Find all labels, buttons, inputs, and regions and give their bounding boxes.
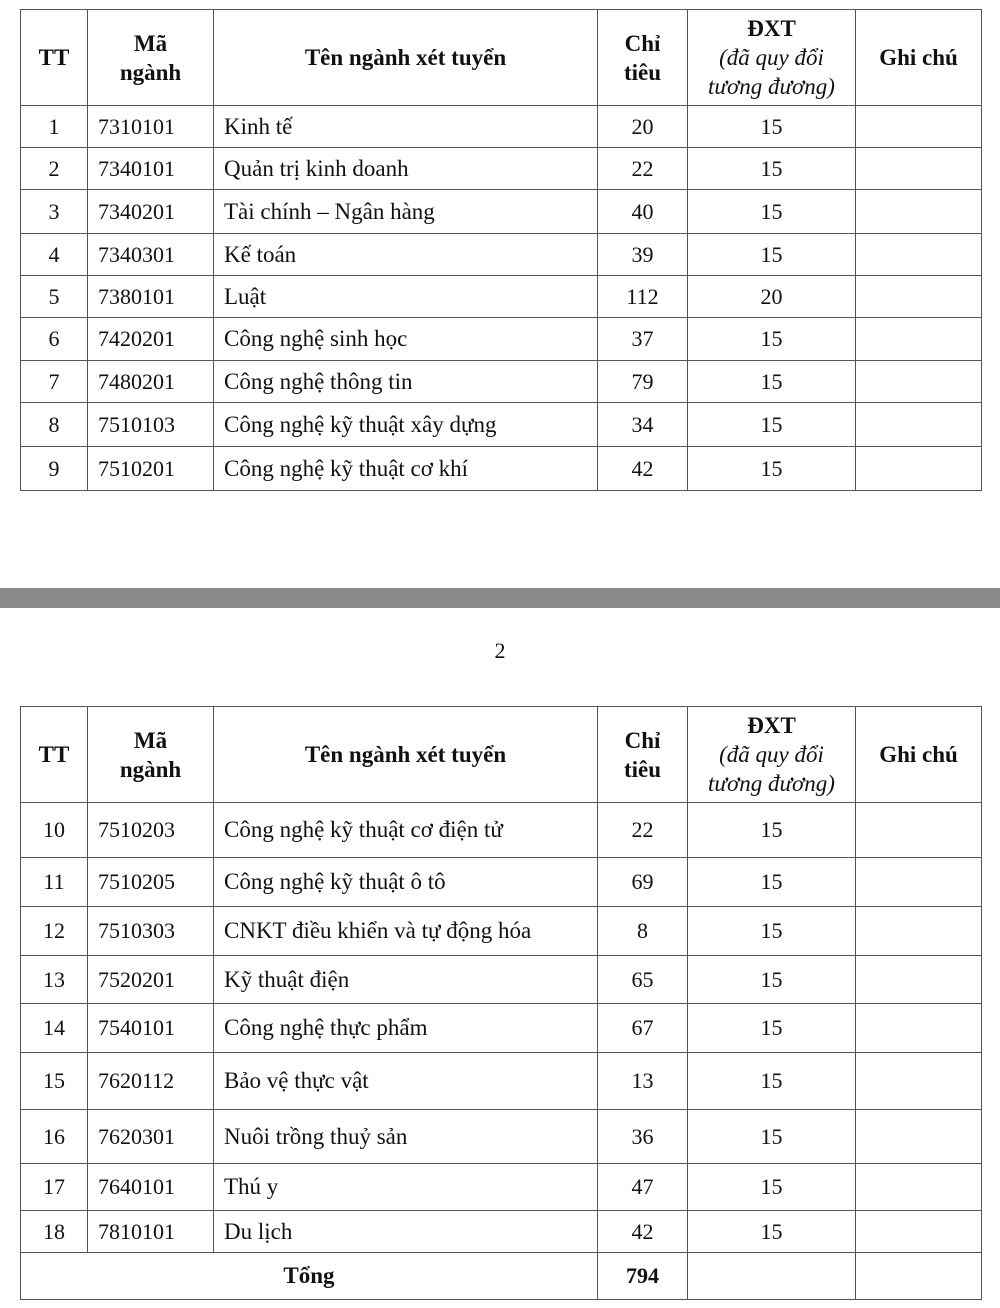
page-number: 2 <box>494 638 506 663</box>
cell-ten-nganh: Công nghệ thực phẩm <box>214 1004 598 1053</box>
cell-dxt: 15 <box>688 361 856 403</box>
header-tt: TT <box>21 707 88 803</box>
header-dxt-line2: (đã quy đổi <box>719 742 824 767</box>
cell-ten-nganh: Công nghệ kỹ thuật cơ khí <box>214 447 598 491</box>
cell-chi-tieu: 39 <box>598 234 688 276</box>
cell-tt: 17 <box>21 1164 88 1211</box>
table-row <box>21 403 982 447</box>
cell-ten-nganh: Công nghệ sinh học <box>214 318 598 361</box>
table-row <box>21 1110 982 1164</box>
cell-ten-nganh: Công nghệ thông tin <box>214 361 598 403</box>
header-ma-line2: ngành <box>119 59 182 85</box>
cell-ma-nganh: 7510303 <box>88 907 214 956</box>
cell-chi-tieu: 47 <box>598 1164 688 1211</box>
admission-table-page-2 <box>20 706 982 1300</box>
cell-ma-nganh: 7510103 <box>88 403 214 447</box>
cell-tt: 7 <box>21 361 88 403</box>
table-row <box>21 907 982 956</box>
page-separator <box>0 588 1000 608</box>
table-row <box>21 318 982 361</box>
cell-dxt: 15 <box>688 1053 856 1110</box>
table-header-row <box>21 10 982 106</box>
table-row <box>21 1004 982 1053</box>
cell-ten-nganh: Công nghệ kỹ thuật cơ điện tử <box>214 803 598 858</box>
cell-ten-nganh: Công nghệ kỹ thuật xây dựng <box>214 403 598 447</box>
cell-ten-nganh: Bảo vệ thực vật <box>214 1053 598 1110</box>
cell-ma-nganh: 7620112 <box>88 1053 214 1110</box>
table-row <box>21 956 982 1004</box>
header-ma-nganh <box>88 707 214 803</box>
table-row <box>21 803 982 858</box>
cell-dxt: 15 <box>688 447 856 491</box>
cell-chi-tieu: 13 <box>598 1053 688 1110</box>
cell-ma-nganh: 7510203 <box>88 803 214 858</box>
cell-ten-nganh: Nuôi trồng thuỷ sản <box>214 1110 598 1164</box>
cell-chi-tieu: 8 <box>598 907 688 956</box>
cell-ten-nganh: Tài chính – Ngân hàng <box>214 190 598 234</box>
table-row <box>21 1053 982 1110</box>
cell-ma-nganh: 7510201 <box>88 447 214 491</box>
table-body <box>21 803 982 1253</box>
header-dxt-line3: tương đương) <box>708 771 835 796</box>
cell-tt: 1 <box>21 106 88 148</box>
cell-chi-tieu: 40 <box>598 190 688 234</box>
header-chi-tieu <box>598 10 688 106</box>
cell-dxt: 15 <box>688 234 856 276</box>
cell-ghi-chu <box>856 956 982 1004</box>
cell-chi-tieu: 42 <box>598 447 688 491</box>
header-ma-line2: ngành <box>119 756 182 782</box>
cell-ghi-chu <box>856 1110 982 1164</box>
cell-ghi-chu <box>856 234 982 276</box>
header-dxt-line1: ĐXT <box>747 16 796 41</box>
header-chi-line2: tiêu <box>623 756 662 782</box>
cell-ten-nganh: Kinh tế <box>214 106 598 148</box>
table-row <box>21 361 982 403</box>
cell-dxt: 15 <box>688 190 856 234</box>
total-dxt-cell <box>688 1253 856 1300</box>
cell-tt: 3 <box>21 190 88 234</box>
cell-tt: 10 <box>21 803 88 858</box>
cell-ghi-chu <box>856 1004 982 1053</box>
table-row <box>21 190 982 234</box>
cell-ma-nganh: 7420201 <box>88 318 214 361</box>
header-ma-line1: Mã <box>133 30 168 56</box>
table-row <box>21 234 982 276</box>
cell-ghi-chu <box>856 403 982 447</box>
cell-ten-nganh: Kế toán <box>214 234 598 276</box>
cell-ma-nganh: 7310101 <box>88 106 214 148</box>
cell-tt: 12 <box>21 907 88 956</box>
header-ma-line1: Mã <box>133 727 168 753</box>
cell-ghi-chu <box>856 1211 982 1253</box>
total-value: 794 <box>598 1253 688 1300</box>
cell-ghi-chu <box>856 1164 982 1211</box>
header-ma-nganh <box>88 10 214 106</box>
cell-tt: 2 <box>21 148 88 190</box>
cell-tt: 15 <box>21 1053 88 1110</box>
cell-chi-tieu: 22 <box>598 148 688 190</box>
cell-ma-nganh: 7620301 <box>88 1110 214 1164</box>
cell-ten-nganh: Luật <box>214 276 598 318</box>
cell-dxt: 15 <box>688 956 856 1004</box>
admission-table-page-1 <box>20 9 982 491</box>
cell-ghi-chu <box>856 1053 982 1110</box>
cell-dxt: 20 <box>688 276 856 318</box>
cell-tt: 9 <box>21 447 88 491</box>
header-dxt-line3: tương đương) <box>708 74 835 99</box>
cell-dxt: 15 <box>688 1164 856 1211</box>
header-chi-tieu <box>598 707 688 803</box>
table-body <box>21 106 982 491</box>
cell-ma-nganh: 7380101 <box>88 276 214 318</box>
cell-ten-nganh: Thú y <box>214 1164 598 1211</box>
cell-ma-nganh: 7480201 <box>88 361 214 403</box>
cell-chi-tieu: 42 <box>598 1211 688 1253</box>
cell-dxt: 15 <box>688 106 856 148</box>
cell-ghi-chu <box>856 447 982 491</box>
table-row <box>21 1211 982 1253</box>
cell-ten-nganh: Quản trị kinh doanh <box>214 148 598 190</box>
header-ghi-chu: Ghi chú <box>856 10 982 106</box>
table-row <box>21 276 982 318</box>
header-ten-nganh: Tên ngành xét tuyển <box>214 10 598 106</box>
total-ghichu-cell <box>856 1253 982 1300</box>
cell-ten-nganh: Du lịch <box>214 1211 598 1253</box>
cell-tt: 18 <box>21 1211 88 1253</box>
cell-ghi-chu <box>856 803 982 858</box>
header-ten-nganh: Tên ngành xét tuyển <box>214 707 598 803</box>
cell-ten-nganh: CNKT điều khiển và tự động hóa <box>214 907 598 956</box>
cell-tt: 16 <box>21 1110 88 1164</box>
cell-tt: 14 <box>21 1004 88 1053</box>
cell-tt: 8 <box>21 403 88 447</box>
header-tt: TT <box>21 10 88 106</box>
cell-chi-tieu: 34 <box>598 403 688 447</box>
cell-chi-tieu: 69 <box>598 858 688 907</box>
header-chi-line1: Chỉ <box>624 727 661 753</box>
cell-dxt: 15 <box>688 858 856 907</box>
cell-chi-tieu: 67 <box>598 1004 688 1053</box>
table-row <box>21 148 982 190</box>
cell-ma-nganh: 7540101 <box>88 1004 214 1053</box>
cell-chi-tieu: 37 <box>598 318 688 361</box>
cell-tt: 5 <box>21 276 88 318</box>
cell-dxt: 15 <box>688 803 856 858</box>
cell-ghi-chu <box>856 361 982 403</box>
cell-ma-nganh: 7640101 <box>88 1164 214 1211</box>
total-label: Tổng <box>21 1253 598 1300</box>
cell-ghi-chu <box>856 318 982 361</box>
header-dxt-line1: ĐXT <box>747 713 796 738</box>
cell-dxt: 15 <box>688 403 856 447</box>
cell-tt: 13 <box>21 956 88 1004</box>
total-row <box>21 1253 982 1300</box>
cell-chi-tieu: 20 <box>598 106 688 148</box>
header-dxt-line2: (đã quy đổi <box>719 45 824 70</box>
cell-chi-tieu: 22 <box>598 803 688 858</box>
cell-chi-tieu: 65 <box>598 956 688 1004</box>
cell-chi-tieu: 112 <box>598 276 688 318</box>
cell-ma-nganh: 7520201 <box>88 956 214 1004</box>
header-chi-line1: Chỉ <box>624 30 661 56</box>
cell-ma-nganh: 7810101 <box>88 1211 214 1253</box>
cell-ma-nganh: 7340301 <box>88 234 214 276</box>
cell-ma-nganh: 7340101 <box>88 148 214 190</box>
cell-dxt: 15 <box>688 318 856 361</box>
cell-ma-nganh: 7510205 <box>88 858 214 907</box>
table-row <box>21 858 982 907</box>
table-row <box>21 447 982 491</box>
cell-dxt: 15 <box>688 1004 856 1053</box>
table-row <box>21 1164 982 1211</box>
header-ghi-chu: Ghi chú <box>856 707 982 803</box>
header-chi-line2: tiêu <box>623 59 662 85</box>
cell-dxt: 15 <box>688 1211 856 1253</box>
header-dxt <box>688 707 856 803</box>
cell-ghi-chu <box>856 106 982 148</box>
cell-ghi-chu <box>856 190 982 234</box>
cell-tt: 11 <box>21 858 88 907</box>
cell-dxt: 15 <box>688 1110 856 1164</box>
table-header-row <box>21 707 982 803</box>
cell-chi-tieu: 79 <box>598 361 688 403</box>
cell-ghi-chu <box>856 858 982 907</box>
cell-dxt: 15 <box>688 148 856 190</box>
cell-ten-nganh: Kỹ thuật điện <box>214 956 598 1004</box>
cell-tt: 6 <box>21 318 88 361</box>
cell-ten-nganh: Công nghệ kỹ thuật ô tô <box>214 858 598 907</box>
cell-dxt: 15 <box>688 907 856 956</box>
cell-ma-nganh: 7340201 <box>88 190 214 234</box>
cell-ghi-chu <box>856 907 982 956</box>
cell-tt: 4 <box>21 234 88 276</box>
cell-ghi-chu <box>856 148 982 190</box>
header-dxt <box>688 10 856 106</box>
table-row <box>21 106 982 148</box>
cell-ghi-chu <box>856 276 982 318</box>
cell-chi-tieu: 36 <box>598 1110 688 1164</box>
